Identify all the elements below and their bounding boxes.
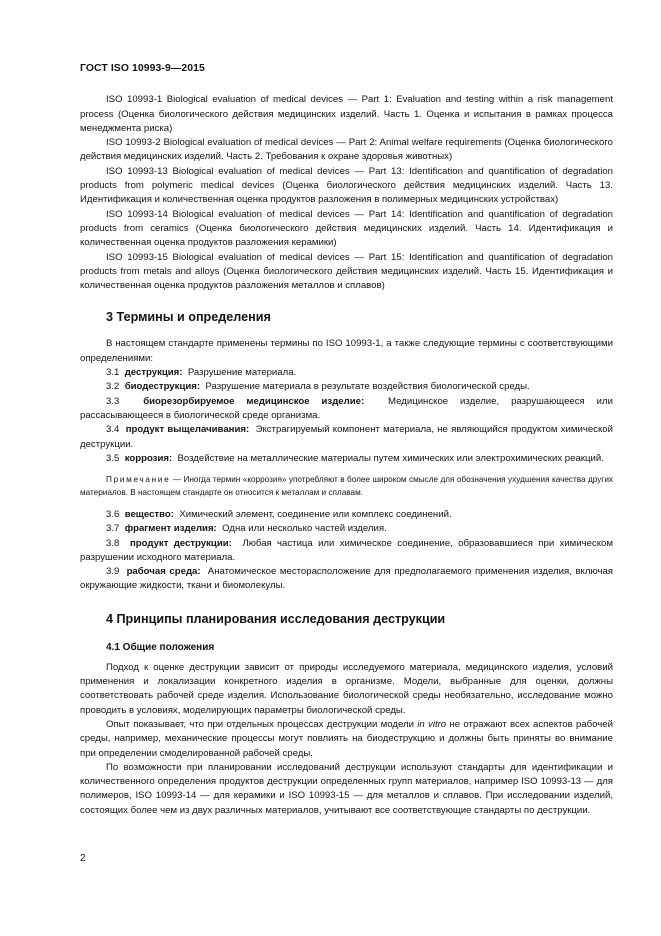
term-item: 3.2 биодеструкция: Разрушение материала в результате воздействия биологической среды.: [106, 381, 530, 393]
terms-list-b: [80, 508, 613, 594]
page-number: 2: [80, 853, 86, 864]
section-3-intro: В настоящем стандарте применены термины по ISO 10993-1, а также следующие термины с соответствующими определениями:: [80, 338, 613, 364]
term-item: 3.6 вещество: Химический элемент, соединение или комплекс соединений.: [106, 508, 452, 520]
document-header: ГОСТ ISO 10993-9—2015: [80, 63, 205, 74]
subsection-4-1-title: 4.1 Общие положения: [106, 641, 215, 653]
term-item: 3.3 биорезорбируемое медицинское изделие: Медицинское изделие, разрушающееся или рассасывающееся в биологической среде организма.: [80, 395, 613, 421]
term-name: биорезорбируемое медицинское изделие:: [143, 395, 365, 407]
term-name: рабочая среда:: [126, 566, 201, 578]
term-definition: Экстрагируемый компонент материала, не являющийся продуктом химической деструкции.: [80, 424, 613, 450]
term-definition: Медицинское изделие, разрушающееся или рассасывающееся в биологической среде организма.: [80, 395, 613, 421]
paragraph: Подход к оценке деструкции зависит от природы исследуемого материала, медицинского изделия, условий применения и локализации конкретного изделия в организме. Модели, выбранные для оценки, должны соответствовать рабочей среде изделия. Использование биологической среды необязательно, исследование можно проводить в условиях, моделирующих параметры биологической среды.: [80, 661, 613, 716]
section-4-body: [80, 661, 613, 818]
term-definition: Разрушение материала в результате воздействия биологической среды.: [205, 381, 530, 393]
term-definition: Анатомическое месторасположение для предполагаемого применения изделия, включая окружающие жидкости, ткани и биомолекулы.: [80, 566, 613, 592]
term-name: продукт выщелачивания:: [125, 424, 250, 436]
reference-item: ISO 10993-2 Biological evaluation of medical devices — Part 2: Animal welfare requirements (Оценка биологического действия медицинских изделий. Часть 2. Требования к охране здоровья животных): [80, 137, 613, 163]
term-item: 3.9 рабочая среда: Анатомическое месторасположение для предполагаемого применения изделия, включая окружающие жидкости, ткани и биомолекулы.: [80, 566, 613, 592]
term-definition: Разрушение материала.: [187, 367, 297, 379]
section-3-body: [80, 337, 613, 593]
note: [80, 474, 613, 499]
reference-item: ISO 10993-13 Biological evaluation of medical devices — Part 13: Identification and quantification of degradation products from polymeric medical devices (Оценка биологического действия медицинских изделий. Часть 13. Идентификация и количественная оценка продуктов разложения в полимерных медицинских устройствах): [80, 165, 613, 206]
note-text: — Иногда термин «коррозия» употребляют в более широком смысле для обозначения ухудшения качества других материалов. В настоящем стандарте он относится к металлам и сплавам.: [80, 475, 613, 497]
note-label: Примечание: [106, 475, 171, 485]
term-name: продукт деструкции:: [129, 537, 232, 549]
term-name: деструкция:: [124, 367, 183, 379]
reference-item: ISO 10993-15 Biological evaluation of medical devices — Part 15: Identification and quantification of degradation products from metals and alloys (Оценка биологического действия медицинских изделий. Часть 15. Идентификация и количественная оценка продуктов разложения металлов и сплавов): [80, 251, 613, 292]
term-name: вещество:: [124, 508, 174, 520]
term-name: биодеструкция:: [124, 381, 201, 393]
paragraph: Опыт показывает, что при отдельных процессах деструкции модели in vitro не отражают всех аспектов рабочей среды, например, механические процессы могут повлиять на биодеструкцию и должны быть приняты во внимание при определении смоделированной рабочей среды.: [80, 718, 613, 759]
term-definition: Любая частица или химическое соединение, образовавшиеся при химическом разрушении исходного материала.: [80, 537, 613, 563]
term-definition: Воздействие на металлические материалы путем химических или электрохимических реакций.: [177, 452, 604, 464]
normative-references: [80, 93, 613, 293]
term-item: 3.1 деструкция: Разрушение материала.: [106, 367, 297, 379]
term-name: фрагмент изделия:: [124, 523, 217, 535]
term-item: 3.7 фрагмент изделия: Одна или несколько частей изделия.: [106, 523, 387, 535]
section-4-title: 4 Принципы планирования исследования деструкции: [106, 611, 446, 626]
reference-item: ISO 10993-14 Biological evaluation of medical devices — Part 14: Identification and quantification of degradation products from ceramics (Оценка биологического действия медицинских изделий. Часть 14. Идентификация и количественная оценка продуктов разложения керамики): [80, 208, 613, 249]
terms-list-a: [80, 366, 613, 466]
section-3-title: 3 Термины и определения: [106, 310, 271, 325]
term-name: коррозия:: [124, 452, 173, 464]
reference-item: ISO 10993-1 Biological evaluation of medical devices — Part 1: Evaluation and testing within a risk management process (Оценка биологического действия медицинских изделий. Часть 1. Оценка и испытания в рамках процесса менеджмента риска): [80, 94, 613, 134]
paragraph: По возможности при планировании исследований деструкции используют стандарты для идентификации и количественного определения продуктов деструкции определенных групп материалов, например ISO 10993-13 — для полимеров, ISO 10993-14 — для керамики и ISO 10993-15 — для металлов и сплавов. При исследовании изделий, состоящих более чем из двух различных материалов, учитывают все соответствующие стандарты по деструкции.: [80, 761, 613, 816]
term-definition: Химический элемент, соединение или комплекс соединений.: [179, 508, 452, 520]
term-item: 3.8 продукт деструкции: Любая частица или химическое соединение, образовавшиеся при химическом разрушении исходного материала.: [80, 537, 613, 563]
term-definition: Одна или несколько частей изделия.: [222, 523, 387, 535]
term-item: 3.5 коррозия: Воздействие на металлические материалы путем химических или электрохимических реакций.: [106, 452, 604, 464]
term-item: 3.4 продукт выщелачивания: Экстрагируемый компонент материала, не являющийся продуктом химической деструкции.: [80, 424, 613, 450]
